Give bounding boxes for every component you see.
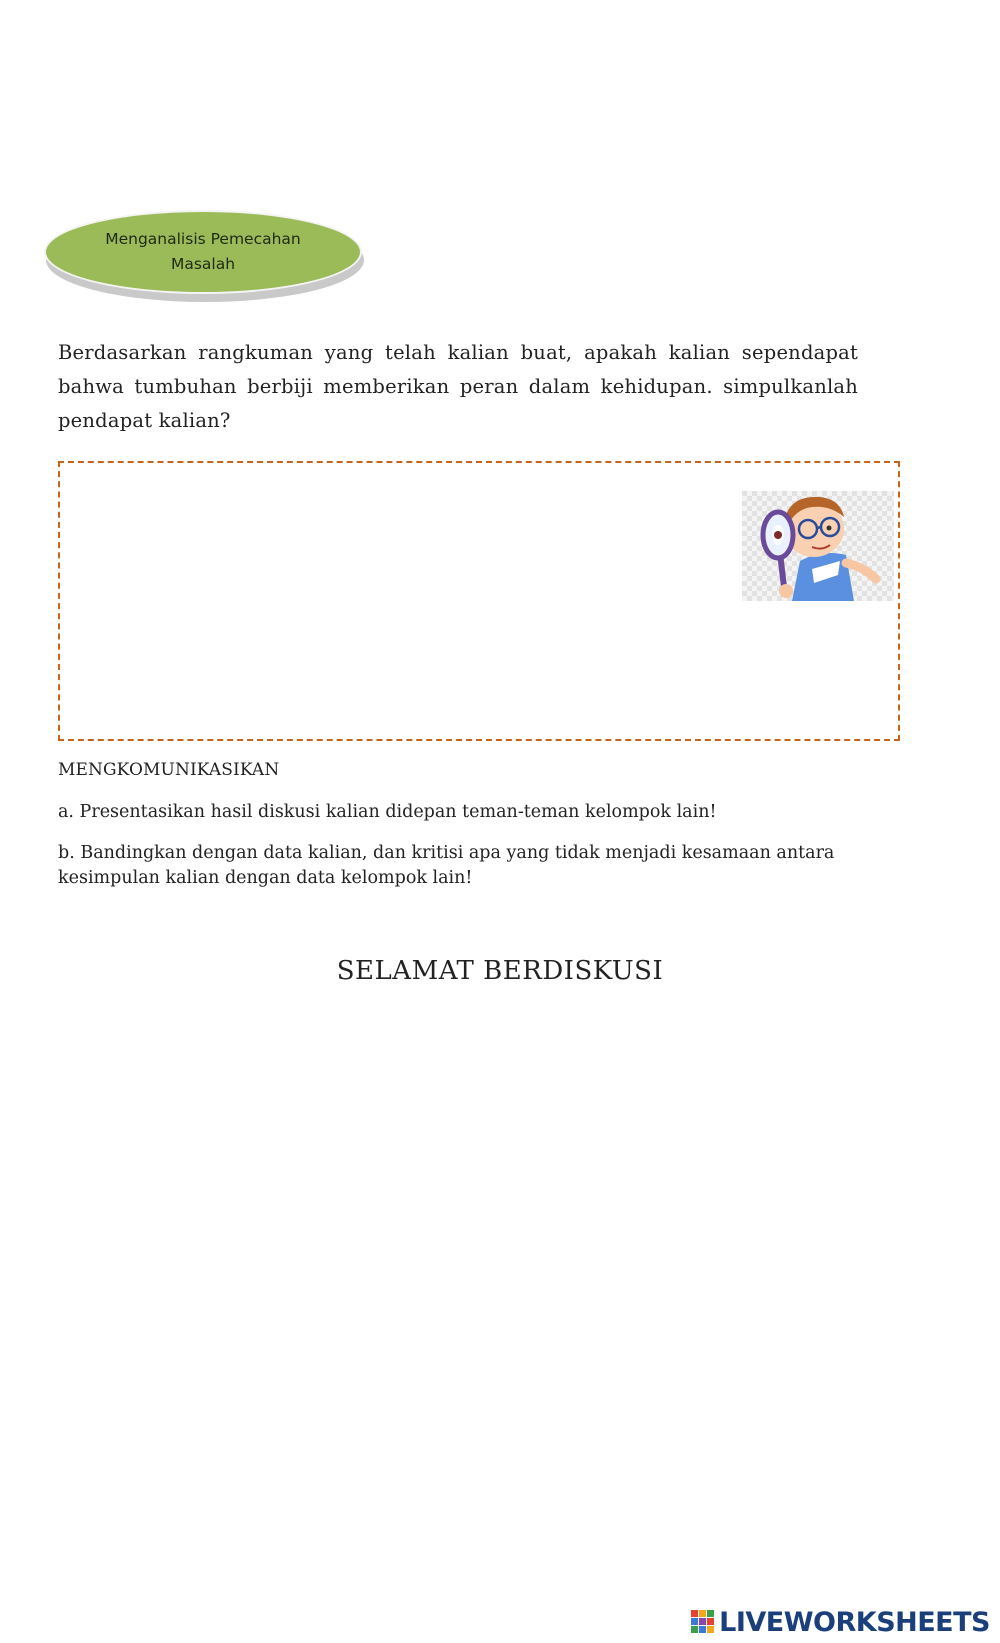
- badge-label: Menganalisis Pemecahan Masalah: [105, 230, 301, 273]
- instruction-b: b. Bandingkan dengan data kalian, dan kritisi apa yang tidak menjadi kesamaan antara kesimpulan kalian dengan data kelompok lain!: [58, 843, 835, 888]
- section-badge: [44, 210, 366, 302]
- logo-text: LIVEWORKSHEETS: [719, 1606, 990, 1638]
- question-text: Berdasarkan rangkuman yang telah kalian buat, apakah kalian sependapat bahwa tumbuhan berbiji memberikan peran dalam kehidupan. simpulkanlah pendapat kalian?: [58, 341, 858, 432]
- communication-heading: MENGKOMUNIKASIKAN: [58, 760, 280, 780]
- kid-with-magnifier-icon: [742, 491, 894, 601]
- answer-box[interactable]: [58, 461, 900, 741]
- liveworksheets-logo-icon: [691, 1610, 715, 1634]
- badge-oval: [44, 210, 362, 294]
- liveworksheets-logo: [691, 1603, 990, 1641]
- instruction-a: a. Presentasikan hasil diskusi kalian didepan teman-teman kelompok lain!: [58, 802, 717, 822]
- closing-text: SELAMAT BERDISKUSI: [336, 956, 664, 986]
